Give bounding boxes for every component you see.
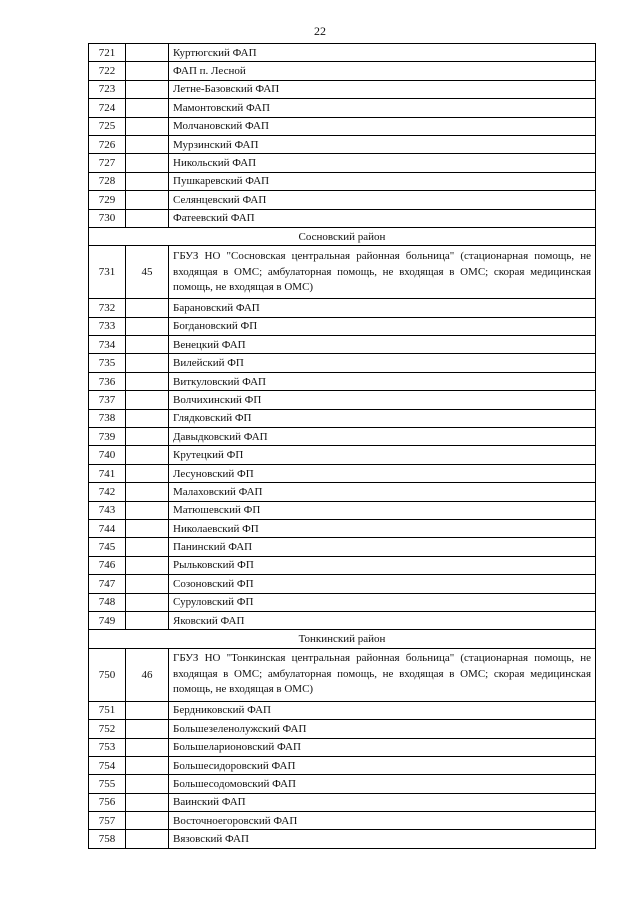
facility-name: Бердниковский ФАП bbox=[169, 701, 596, 719]
organization-code: 45 bbox=[126, 246, 169, 299]
row-number: 736 bbox=[89, 372, 126, 390]
organization-code bbox=[126, 62, 169, 80]
organization-code bbox=[126, 464, 169, 482]
table-row bbox=[89, 575, 596, 593]
row-number: 739 bbox=[89, 428, 126, 446]
table-row bbox=[89, 172, 596, 190]
organization-code bbox=[126, 701, 169, 719]
table-row bbox=[89, 391, 596, 409]
organization-code bbox=[126, 483, 169, 501]
organization-code bbox=[126, 556, 169, 574]
table-row bbox=[89, 336, 596, 354]
facility-name: Большесодомовский ФАП bbox=[169, 775, 596, 793]
row-number: 758 bbox=[89, 830, 126, 848]
facility-name: Яковский ФАП bbox=[169, 611, 596, 629]
organization-code bbox=[126, 80, 169, 98]
facility-name: Ваинский ФАП bbox=[169, 793, 596, 811]
table-row bbox=[89, 135, 596, 153]
row-number: 724 bbox=[89, 99, 126, 117]
table-row bbox=[89, 701, 596, 719]
organization-code bbox=[126, 117, 169, 135]
district-name: Сосновский район bbox=[89, 227, 596, 245]
organization-code: 46 bbox=[126, 648, 169, 701]
facility-name: Вилейский ФП bbox=[169, 354, 596, 372]
organization-code bbox=[126, 99, 169, 117]
facility-name: Большезеленолужский ФАП bbox=[169, 720, 596, 738]
organization-code bbox=[126, 372, 169, 390]
organization-code bbox=[126, 354, 169, 372]
facility-name: Богдановский ФП bbox=[169, 317, 596, 335]
row-number: 738 bbox=[89, 409, 126, 427]
row-number: 737 bbox=[89, 391, 126, 409]
organization-code bbox=[126, 446, 169, 464]
row-number: 751 bbox=[89, 701, 126, 719]
page-number: 22 bbox=[314, 24, 326, 38]
facility-name: Фатеевский ФАП bbox=[169, 209, 596, 227]
row-number: 728 bbox=[89, 172, 126, 190]
facility-name: ГБУЗ НО "Тонкинская центральная районная больница" (стационарная помощь, не входящая в ОМС; амбулаторная помощь, не входящая в ОМС; скорая медицинская помощь, не входящая в ОМС) bbox=[169, 648, 596, 701]
row-number: 727 bbox=[89, 154, 126, 172]
facility-name: Давыдковский ФАП bbox=[169, 428, 596, 446]
row-number: 735 bbox=[89, 354, 126, 372]
organization-code bbox=[126, 299, 169, 317]
organization-code bbox=[126, 830, 169, 848]
facility-name: Созоновский ФП bbox=[169, 575, 596, 593]
organization-code bbox=[126, 336, 169, 354]
facility-name: Николаевский ФП bbox=[169, 519, 596, 537]
facility-name: Летне-Базовский ФАП bbox=[169, 80, 596, 98]
row-number: 744 bbox=[89, 519, 126, 537]
organization-code bbox=[126, 154, 169, 172]
organization-code bbox=[126, 317, 169, 335]
organization-code bbox=[126, 593, 169, 611]
row-number: 730 bbox=[89, 209, 126, 227]
table-row bbox=[89, 738, 596, 756]
table-row bbox=[89, 354, 596, 372]
row-number: 752 bbox=[89, 720, 126, 738]
table-row bbox=[89, 648, 596, 701]
organization-code bbox=[126, 738, 169, 756]
row-number: 754 bbox=[89, 756, 126, 774]
table-row bbox=[89, 812, 596, 830]
organization-code bbox=[126, 191, 169, 209]
facility-name: Панинский ФАП bbox=[169, 538, 596, 556]
row-number: 732 bbox=[89, 299, 126, 317]
row-number: 722 bbox=[89, 62, 126, 80]
organization-code bbox=[126, 575, 169, 593]
facility-name: Мурзинский ФАП bbox=[169, 135, 596, 153]
facility-name: Венецкий ФАП bbox=[169, 336, 596, 354]
facility-name: Восточноегоровский ФАП bbox=[169, 812, 596, 830]
row-number: 725 bbox=[89, 117, 126, 135]
district-name: Тонкинский район bbox=[89, 630, 596, 648]
district-header-row bbox=[89, 630, 596, 648]
organization-code bbox=[126, 793, 169, 811]
table-row bbox=[89, 62, 596, 80]
table-row bbox=[89, 154, 596, 172]
table-row bbox=[89, 556, 596, 574]
table-row bbox=[89, 446, 596, 464]
organization-code bbox=[126, 720, 169, 738]
row-number: 745 bbox=[89, 538, 126, 556]
organization-code bbox=[126, 538, 169, 556]
facility-name: Никольский ФАП bbox=[169, 154, 596, 172]
row-number: 749 bbox=[89, 611, 126, 629]
facility-name: Пушкаревский ФАП bbox=[169, 172, 596, 190]
table-row bbox=[89, 80, 596, 98]
row-number: 726 bbox=[89, 135, 126, 153]
row-number: 746 bbox=[89, 556, 126, 574]
table-row bbox=[89, 483, 596, 501]
row-number: 750 bbox=[89, 648, 126, 701]
facility-name: Куртюгский ФАП bbox=[169, 44, 596, 62]
table-row bbox=[89, 372, 596, 390]
facilities-table bbox=[88, 43, 596, 849]
facility-name: Матюшевский ФП bbox=[169, 501, 596, 519]
organization-code bbox=[126, 135, 169, 153]
table-row bbox=[89, 117, 596, 135]
district-header-row bbox=[89, 227, 596, 245]
row-number: 741 bbox=[89, 464, 126, 482]
facility-name: Лесуновский ФП bbox=[169, 464, 596, 482]
table-row bbox=[89, 317, 596, 335]
facility-name: Суруловский ФП bbox=[169, 593, 596, 611]
facility-name: Молчановский ФАП bbox=[169, 117, 596, 135]
row-number: 721 bbox=[89, 44, 126, 62]
facility-name: Виткуловский ФАП bbox=[169, 372, 596, 390]
organization-code bbox=[126, 756, 169, 774]
table-row bbox=[89, 501, 596, 519]
organization-code bbox=[126, 209, 169, 227]
facility-name: Большеларионовский ФАП bbox=[169, 738, 596, 756]
table-row bbox=[89, 756, 596, 774]
row-number: 755 bbox=[89, 775, 126, 793]
table-row bbox=[89, 793, 596, 811]
table-row bbox=[89, 191, 596, 209]
table-row bbox=[89, 830, 596, 848]
table-row bbox=[89, 611, 596, 629]
row-number: 723 bbox=[89, 80, 126, 98]
table-row bbox=[89, 720, 596, 738]
table-row bbox=[89, 775, 596, 793]
organization-code bbox=[126, 44, 169, 62]
organization-code bbox=[126, 611, 169, 629]
row-number: 733 bbox=[89, 317, 126, 335]
table-row bbox=[89, 209, 596, 227]
table-row bbox=[89, 409, 596, 427]
table-row bbox=[89, 428, 596, 446]
row-number: 740 bbox=[89, 446, 126, 464]
row-number: 734 bbox=[89, 336, 126, 354]
organization-code bbox=[126, 409, 169, 427]
row-number: 747 bbox=[89, 575, 126, 593]
organization-code bbox=[126, 501, 169, 519]
row-number: 748 bbox=[89, 593, 126, 611]
row-number: 757 bbox=[89, 812, 126, 830]
facility-name: Вязовский ФАП bbox=[169, 830, 596, 848]
facility-name: Большесидоровский ФАП bbox=[169, 756, 596, 774]
table-row bbox=[89, 593, 596, 611]
facility-name: Глядковский ФП bbox=[169, 409, 596, 427]
row-number: 731 bbox=[89, 246, 126, 299]
table-row bbox=[89, 99, 596, 117]
row-number: 729 bbox=[89, 191, 126, 209]
row-number: 756 bbox=[89, 793, 126, 811]
organization-code bbox=[126, 812, 169, 830]
organization-code bbox=[126, 519, 169, 537]
organization-code bbox=[126, 428, 169, 446]
facility-name: Малаховский ФАП bbox=[169, 483, 596, 501]
organization-code bbox=[126, 391, 169, 409]
table-row bbox=[89, 464, 596, 482]
facility-name: ФАП п. Лесной bbox=[169, 62, 596, 80]
table-row bbox=[89, 299, 596, 317]
facility-name: Рыльковский ФП bbox=[169, 556, 596, 574]
table-row bbox=[89, 246, 596, 299]
table-row bbox=[89, 519, 596, 537]
row-number: 753 bbox=[89, 738, 126, 756]
row-number: 743 bbox=[89, 501, 126, 519]
facility-name: Крутецкий ФП bbox=[169, 446, 596, 464]
facility-name: Мамонтовский ФАП bbox=[169, 99, 596, 117]
facility-name: ГБУЗ НО "Сосновская центральная районная больница" (стационарная помощь, не входящая в ОМС; амбулаторная помощь, не входящая в ОМС; скорая медицинская помощь, не входящая в ОМС) bbox=[169, 246, 596, 299]
facilities-table-body bbox=[89, 44, 596, 849]
table-row bbox=[89, 44, 596, 62]
row-number: 742 bbox=[89, 483, 126, 501]
facility-name: Волчихинский ФП bbox=[169, 391, 596, 409]
organization-code bbox=[126, 775, 169, 793]
facility-name: Барановский ФАП bbox=[169, 299, 596, 317]
organization-code bbox=[126, 172, 169, 190]
facility-name: Селянцевский ФАП bbox=[169, 191, 596, 209]
table-row bbox=[89, 538, 596, 556]
